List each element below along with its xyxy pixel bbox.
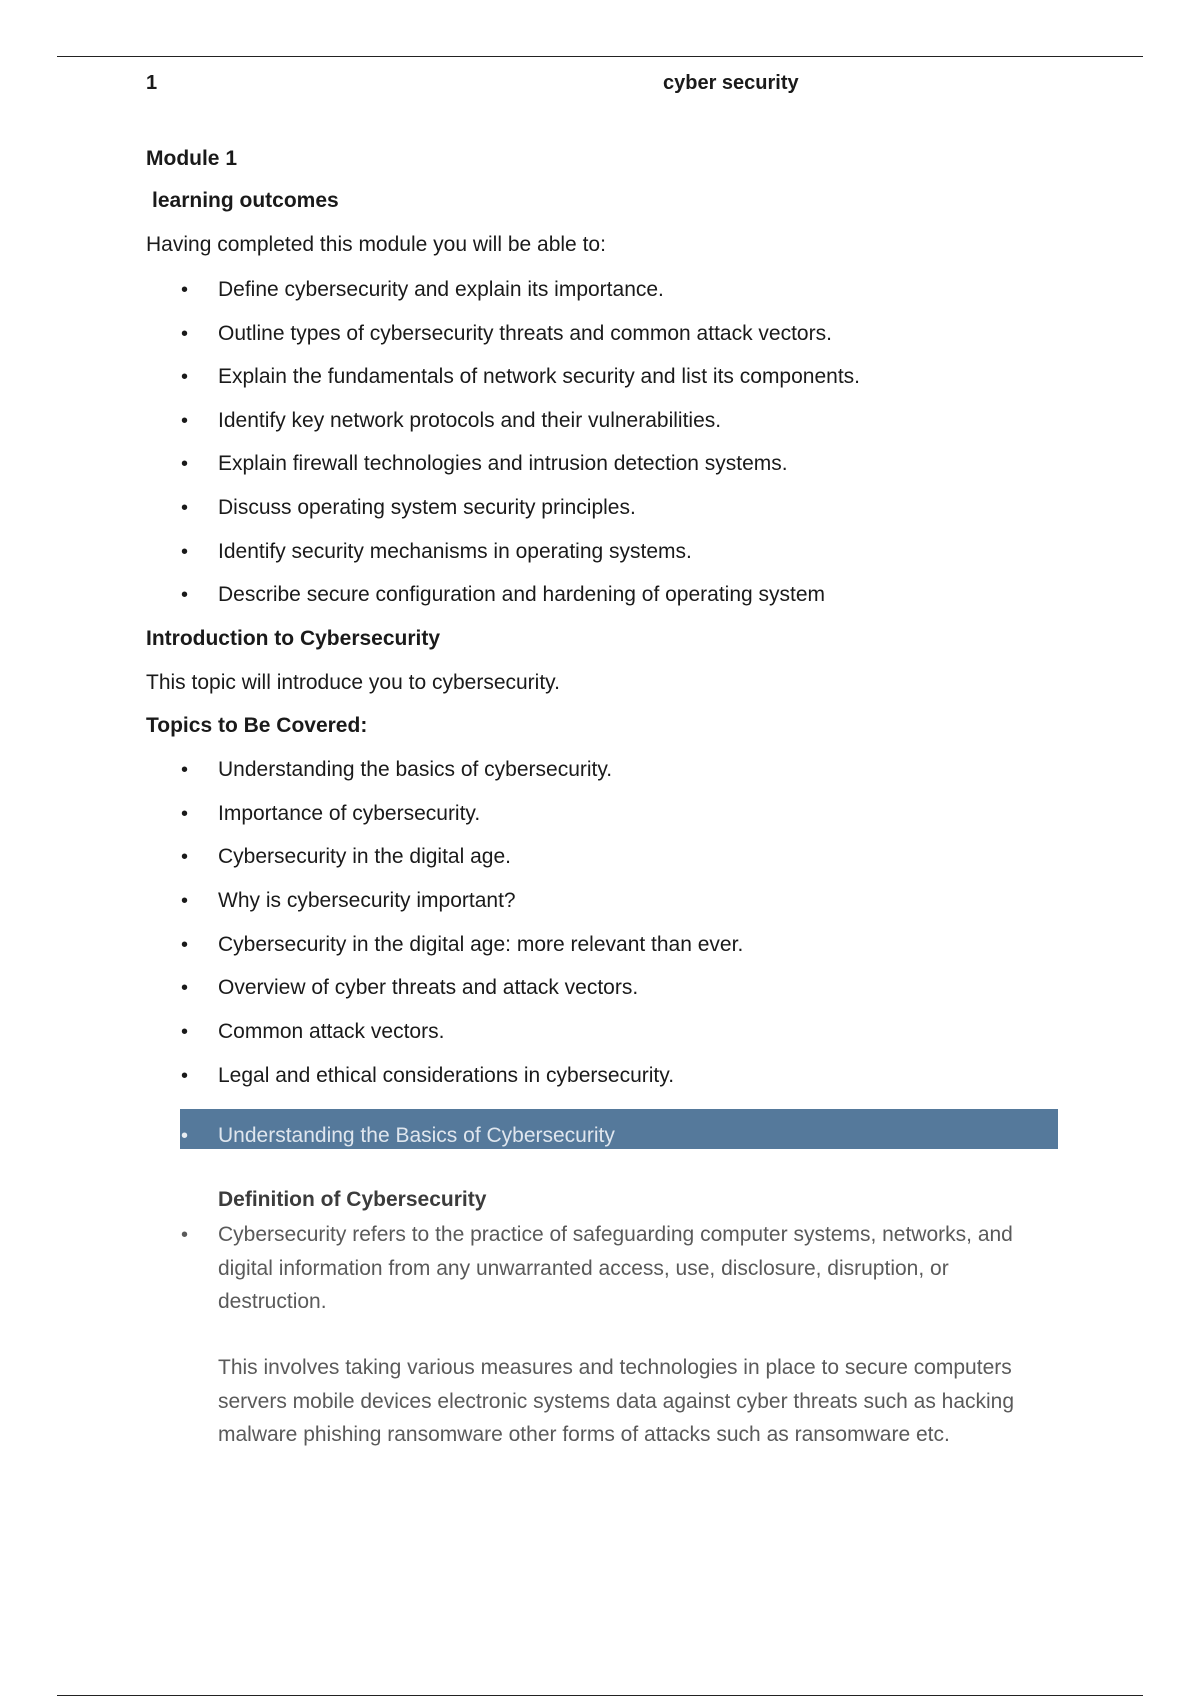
- list-item: Cybersecurity in the digital age.: [218, 845, 511, 868]
- bullet-icon: •: [181, 497, 189, 519]
- list-item: Describe secure configuration and hardening of operating system: [218, 583, 826, 606]
- bullet-icon: •: [181, 410, 189, 432]
- list-item: Outline types of cybersecurity threats and common attack vectors.: [218, 322, 832, 345]
- list-item: Importance of cybersecurity.: [218, 802, 481, 825]
- list-item: Overview of cyber threats and attack vectors.: [218, 976, 639, 999]
- bullet-icon: •: [181, 1125, 189, 1147]
- introduction-heading: Introduction to Cybersecurity: [146, 627, 441, 650]
- bullet-icon: •: [181, 890, 189, 912]
- bullet-icon: •: [181, 759, 189, 781]
- bullet-icon: •: [181, 541, 189, 563]
- list-item: Identify security mechanisms in operating systems.: [218, 540, 692, 563]
- bullet-icon: •: [181, 934, 189, 956]
- bullet-icon: •: [181, 453, 189, 475]
- topics-heading: Topics to Be Covered:: [146, 714, 368, 737]
- list-item: Why is cybersecurity important?: [218, 889, 516, 912]
- list-item: Explain firewall technologies and intrusion detection systems.: [218, 452, 788, 475]
- bullet-icon: •: [181, 1224, 189, 1246]
- bullet-icon: •: [181, 584, 189, 606]
- list-item: Identify key network protocols and their vulnerabilities.: [218, 409, 722, 432]
- definition-heading: Definition of Cybersecurity: [218, 1188, 487, 1211]
- footer-rule: [57, 1695, 1143, 1696]
- list-item: Common attack vectors.: [218, 1020, 445, 1043]
- bullet-icon: •: [181, 1021, 189, 1043]
- bullet-icon: •: [181, 803, 189, 825]
- page-number: 1: [146, 72, 158, 94]
- list-item: Discuss operating system security principles.: [218, 496, 636, 519]
- bullet-icon: •: [181, 846, 189, 868]
- learning-outcomes-heading: learning outcomes: [152, 189, 339, 212]
- bullet-icon: •: [181, 279, 189, 301]
- list-item: Explain the fundamentals of network security and list its components.: [218, 365, 860, 388]
- list-item: Define cybersecurity and explain its importance.: [218, 278, 664, 301]
- bullet-icon: •: [181, 366, 189, 388]
- bullet-icon: •: [181, 323, 189, 345]
- definition-paragraph: This involves taking various measures and technologies in place to secure computers servers mobile devices electronic systems data against cyber threats such as hacking malware phishing ransomware other forms of attacks such as ransomware etc.: [218, 1356, 1015, 1446]
- section-highlight-title: Understanding the Basics of Cybersecurity: [218, 1124, 615, 1147]
- list-item: Legal and ethical considerations in cybersecurity.: [218, 1064, 675, 1087]
- definition-text: Cybersecurity refers to the practice of safeguarding computer systems, networks, and digital information from any unwarranted access, use, disclosure, disruption, or destruction.: [218, 1223, 1013, 1313]
- header-rule: [57, 56, 1143, 57]
- module-intro-text: Having completed this module you will be able to:: [146, 233, 606, 256]
- bullet-icon: •: [181, 977, 189, 999]
- list-item: Cybersecurity in the digital age: more relevant than ever.: [218, 933, 744, 956]
- module-title: Module 1: [146, 147, 238, 170]
- running-header-title: cyber security: [663, 72, 799, 94]
- introduction-text: This topic will introduce you to cybersecurity.: [146, 671, 560, 694]
- list-item: Understanding the basics of cybersecurity.: [218, 758, 613, 781]
- bullet-icon: •: [181, 1065, 189, 1087]
